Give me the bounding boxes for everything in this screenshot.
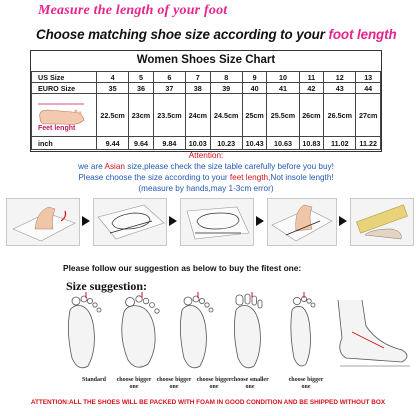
choose-title-highlight: foot length bbox=[328, 27, 397, 42]
size-suggestion-title: Size suggestion: bbox=[66, 279, 147, 293]
attention-line-1-c: size,please check the size table carefully before you buy! bbox=[124, 162, 334, 171]
us-size-cell: 9 bbox=[242, 72, 267, 83]
size-table bbox=[31, 71, 381, 150]
euro-size-cell: 35 bbox=[97, 83, 129, 94]
inch-cell: 10.63 bbox=[267, 137, 299, 150]
step-arrow-icon bbox=[82, 216, 90, 226]
us-size-cell: 10 bbox=[267, 72, 299, 83]
euro-size-cell: 37 bbox=[153, 83, 185, 94]
feet-length-cell: 26.5cm bbox=[324, 94, 356, 137]
attention-line-3: (measure by hands,may 1-3cm error) bbox=[138, 184, 274, 193]
step-arrow-icon bbox=[169, 216, 177, 226]
feet-length-cell: 24.5cm bbox=[210, 94, 242, 137]
foot-measured-icon bbox=[181, 199, 253, 245]
inch-cell: 11.02 bbox=[324, 137, 356, 150]
inch-row bbox=[32, 137, 381, 150]
measure-step-photo-3 bbox=[180, 198, 254, 246]
attention-line-2-a: Please choose the size according to your bbox=[78, 173, 230, 182]
foot-outline-icon bbox=[94, 199, 166, 245]
follow-suggestion-text: Please follow our suggestion as below to buy the fitest one: bbox=[63, 263, 302, 273]
measure-step-photo-5 bbox=[350, 198, 414, 246]
foot-high-instep-icon bbox=[180, 296, 213, 368]
us-size-row bbox=[32, 72, 381, 83]
foot-narrow-icon bbox=[291, 296, 315, 366]
us-size-cell: 6 bbox=[153, 72, 185, 83]
us-size-cell: 4 bbox=[97, 72, 129, 83]
inch-cell: 9.44 bbox=[97, 137, 129, 150]
us-size-cell: 11 bbox=[299, 72, 324, 83]
inch-cell: 10.03 bbox=[186, 137, 211, 150]
attention-line-2-b: feet length bbox=[229, 173, 269, 182]
attention-title: Attention: bbox=[188, 151, 224, 160]
inch-label: inch bbox=[32, 137, 97, 150]
attention-line-1 bbox=[30, 161, 382, 172]
euro-size-cell: 39 bbox=[210, 83, 242, 94]
feet-length-cell: 25.5cm bbox=[267, 94, 299, 137]
us-size-cell: 13 bbox=[356, 72, 381, 83]
feet-length-cell: 24cm bbox=[186, 94, 211, 137]
measure-title: Measure the length of your foot bbox=[38, 3, 228, 18]
size-chart-title: Women Shoes Size Chart bbox=[136, 54, 276, 66]
choose-title bbox=[36, 27, 397, 42]
feet-length-cell: 27cm bbox=[356, 94, 381, 137]
inch-cell: 10.83 bbox=[299, 137, 324, 150]
caption-bigger-4: choose bigger one bbox=[288, 377, 324, 390]
euro-size-cell: 38 bbox=[186, 83, 211, 94]
euro-size-cell: 42 bbox=[299, 83, 324, 94]
measure-step-photo-1 bbox=[6, 198, 80, 246]
attention-line-1-b: Asian bbox=[104, 162, 125, 171]
feet-length-cell: 23.5cm bbox=[153, 94, 185, 137]
euro-size-cell: 44 bbox=[356, 83, 381, 94]
feet-length-label: Feet lenght bbox=[38, 125, 76, 132]
euro-size-cell: 41 bbox=[267, 83, 299, 94]
attention-line-1-a: we are bbox=[78, 162, 105, 171]
foot-wide-icon bbox=[122, 296, 159, 367]
feet-length-row bbox=[32, 94, 381, 137]
inch-cell: 11.22 bbox=[356, 137, 381, 150]
us-size-cell: 12 bbox=[324, 72, 356, 83]
feet-length-cell: 26cm bbox=[299, 94, 324, 137]
us-size-label: US Size bbox=[32, 72, 97, 83]
euro-size-cell: 43 bbox=[324, 83, 356, 94]
us-size-cell: 7 bbox=[186, 72, 211, 83]
caption-bigger-3: choose bigger one bbox=[196, 377, 232, 390]
attention-line-2-c: ,Not insole length! bbox=[268, 173, 334, 182]
foot-side-view-icon bbox=[338, 300, 410, 366]
foot-standard-icon bbox=[68, 296, 101, 368]
inch-cell: 10.43 bbox=[242, 137, 267, 150]
us-size-cell: 5 bbox=[129, 72, 154, 83]
caption-smaller: choose smaller one bbox=[231, 377, 269, 390]
euro-size-label: EURO Size bbox=[32, 83, 97, 94]
us-size-cell: 8 bbox=[210, 72, 242, 83]
ruler-reading-icon bbox=[351, 199, 413, 245]
euro-size-cell: 40 bbox=[242, 83, 267, 94]
euro-size-row bbox=[32, 83, 381, 94]
caption-standard: Standard bbox=[81, 377, 106, 383]
step-arrow-icon bbox=[256, 216, 264, 226]
inch-cell: 9.84 bbox=[153, 137, 185, 150]
feet-length-cell: 22.5cm bbox=[97, 94, 129, 137]
foot-long-toe-icon bbox=[234, 294, 262, 368]
step-arrow-icon bbox=[339, 216, 347, 226]
euro-size-cell: 36 bbox=[129, 83, 154, 94]
caption-bigger-1: choose bigger one bbox=[116, 377, 152, 390]
foot-ruler-icon bbox=[268, 199, 336, 245]
feet-length-label-cell bbox=[32, 94, 97, 137]
inch-cell: 10.23 bbox=[210, 137, 242, 150]
inch-cell: 9.64 bbox=[129, 137, 154, 150]
foot-on-paper-icon bbox=[7, 199, 79, 245]
fit-marker-icons bbox=[86, 292, 304, 298]
caption-bigger-2: choose bigger one bbox=[156, 377, 192, 390]
choose-title-prefix: Choose matching shoe size according to your bbox=[36, 27, 329, 42]
size-suggestion-feet bbox=[60, 292, 416, 378]
attention-block bbox=[30, 150, 382, 194]
attention-line-2 bbox=[30, 172, 382, 183]
measure-step-photo-4 bbox=[267, 198, 337, 246]
feet-length-cell: 23cm bbox=[129, 94, 154, 137]
packing-attention-text: ATTENTION:ALL THE SHOES WILL BE PACKED WITH FOAM IN GOOD CONDITION AND BE SHIPPED WITHOUT BOX bbox=[30, 399, 386, 406]
feet-length-cell: 25cm bbox=[242, 94, 267, 137]
measure-step-photo-2 bbox=[93, 198, 167, 246]
